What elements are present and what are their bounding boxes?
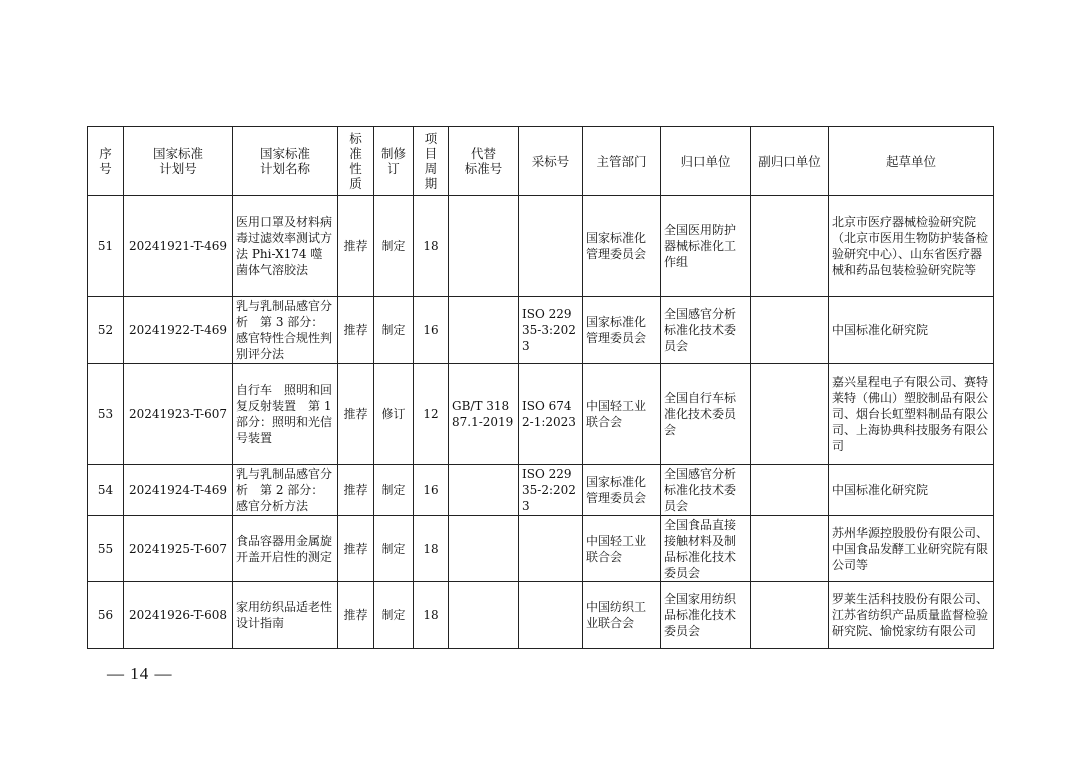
header-cell [88, 127, 124, 196]
cell-no: 56 [88, 582, 124, 649]
header-text: 主管部门 [596, 153, 647, 169]
cell-drafters: 嘉兴星程电子有限公司、赛特莱特（佛山）塑胶制品有限公司、烟台长虹塑料制品有限公司、上海协典科技服务有限公司 [829, 364, 994, 465]
cell-plan-no: 20241926-T-608 [124, 582, 233, 649]
cell-name: 乳与乳制品感官分析 第 3 部分：感官特性合规性判别评分法 [233, 297, 338, 364]
cell-dept: 国家标准化管理委员会 [583, 297, 661, 364]
cell-nature: 推荐 [338, 465, 374, 516]
cell-adopted: ISO 22935-3:2023 [519, 297, 583, 364]
cell-plan-no: 20241921-T-469 [124, 196, 233, 297]
cell-dept: 国家标准化管理委员会 [583, 196, 661, 297]
cell-replaced [449, 465, 519, 516]
table-row [88, 364, 994, 465]
header-text: 起草单位 [885, 153, 936, 169]
standards-plan-table [87, 126, 994, 649]
cell-adopted [519, 582, 583, 649]
cell-drafters: 罗莱生活科技股份有限公司、江苏省纺织产品质量监督检验研究院、愉悦家纺有限公司 [829, 582, 994, 649]
cell-dept: 中国轻工业联合会 [583, 516, 661, 582]
page-number: — 14 — [107, 664, 173, 683]
cell-plan-no: 20241922-T-469 [124, 297, 233, 364]
cell-no: 51 [88, 196, 124, 297]
cell-replaced [449, 516, 519, 582]
cell-adopted [519, 196, 583, 297]
cell-replaced [449, 582, 519, 649]
cell-sub-tc [751, 297, 829, 364]
header-text: 标 准 性 质 [349, 131, 362, 191]
cell-sub-tc [751, 582, 829, 649]
cell-replaced [449, 297, 519, 364]
cell-nature: 推荐 [338, 516, 374, 582]
header-cell [583, 127, 661, 196]
header-cell [374, 127, 414, 196]
cell-tc: 全国医用防护器械标准化工作组 [661, 196, 751, 297]
header-cell [124, 127, 233, 196]
cell-tc: 全国食品直接接触材料及制品标准化技术委员会 [661, 516, 751, 582]
cell-name: 家用纺织品适老性设计指南 [233, 582, 338, 649]
header-text: 国家标准 计划名称 [259, 146, 310, 176]
cell-sub-tc [751, 516, 829, 582]
table-header-row [88, 127, 994, 196]
cell-type: 制定 [374, 582, 414, 649]
cell-name: 医用口罩及材料病毒过滤效率测试方法 Phi-X174 噬菌体气溶胶法 [233, 196, 338, 297]
cell-type: 制定 [374, 196, 414, 297]
header-cell [519, 127, 583, 196]
cell-type: 制定 [374, 297, 414, 364]
cell-adopted: ISO 22935-2:2023 [519, 465, 583, 516]
header-text: 序 号 [99, 146, 112, 176]
cell-plan-no: 20241923-T-607 [124, 364, 233, 465]
cell-no: 55 [88, 516, 124, 582]
header-cell [829, 127, 994, 196]
cell-sub-tc [751, 196, 829, 297]
header-text: 代替 标准号 [464, 146, 503, 176]
cell-name: 乳与乳制品感官分析 第 2 部分：感官分析方法 [233, 465, 338, 516]
header-text: 采标号 [531, 153, 570, 169]
cell-adopted [519, 516, 583, 582]
cell-nature: 推荐 [338, 297, 374, 364]
cell-cycle: 12 [414, 364, 449, 465]
cell-drafters: 中国标准化研究院 [829, 465, 994, 516]
cell-no: 53 [88, 364, 124, 465]
header-cell [338, 127, 374, 196]
cell-tc: 全国感官分析标准化技术委员会 [661, 465, 751, 516]
cell-type: 制定 [374, 516, 414, 582]
cell-no: 54 [88, 465, 124, 516]
header-text: 副归口单位 [758, 153, 821, 169]
cell-nature: 推荐 [338, 582, 374, 649]
header-cell [233, 127, 338, 196]
cell-plan-no: 20241924-T-469 [124, 465, 233, 516]
cell-cycle: 18 [414, 516, 449, 582]
cell-cycle: 16 [414, 465, 449, 516]
cell-cycle: 18 [414, 196, 449, 297]
header-cell [414, 127, 449, 196]
cell-sub-tc [751, 465, 829, 516]
cell-replaced [449, 196, 519, 297]
header-text: 制修 订 [380, 146, 406, 176]
cell-drafters: 苏州华源控股股份有限公司、中国食品发酵工业研究院有限公司等 [829, 516, 994, 582]
header-cell [661, 127, 751, 196]
cell-nature: 推荐 [338, 364, 374, 465]
cell-tc: 全国感官分析标准化技术委员会 [661, 297, 751, 364]
table-row [88, 516, 994, 582]
cell-cycle: 18 [414, 582, 449, 649]
cell-tc: 全国自行车标准化技术委员会 [661, 364, 751, 465]
cell-replaced: GB/T 31887.1-2019 [449, 364, 519, 465]
cell-dept: 中国纺织工业联合会 [583, 582, 661, 649]
cell-dept: 国家标准化管理委员会 [583, 465, 661, 516]
cell-tc: 全国家用纺织品标准化技术委员会 [661, 582, 751, 649]
cell-sub-tc [751, 364, 829, 465]
cell-type: 修订 [374, 364, 414, 465]
header-text: 项 目 周 期 [424, 131, 438, 191]
cell-adopted: ISO 6742-1:2023 [519, 364, 583, 465]
table-row [88, 297, 994, 364]
header-text: 归口单位 [680, 153, 731, 169]
cell-drafters: 中国标准化研究院 [829, 297, 994, 364]
header-cell [449, 127, 519, 196]
cell-no: 52 [88, 297, 124, 364]
table-row [88, 465, 994, 516]
cell-dept: 中国轻工业联合会 [583, 364, 661, 465]
header-cell [751, 127, 829, 196]
table-row [88, 196, 994, 297]
header-text: 国家标准 计划号 [152, 146, 203, 176]
cell-type: 制定 [374, 465, 414, 516]
cell-cycle: 16 [414, 297, 449, 364]
cell-drafters: 北京市医疗器械检验研究院（北京市医用生物防护装备检验研究中心）、山东省医疗器械和药品包装检验研究院等 [829, 196, 994, 297]
cell-name: 自行车 照明和回复反射装置 第 1 部分：照明和光信号装置 [233, 364, 338, 465]
cell-plan-no: 20241925-T-607 [124, 516, 233, 582]
table-row [88, 582, 994, 649]
cell-nature: 推荐 [338, 196, 374, 297]
cell-name: 食品容器用金属旋开盖开启性的测定 [233, 516, 338, 582]
